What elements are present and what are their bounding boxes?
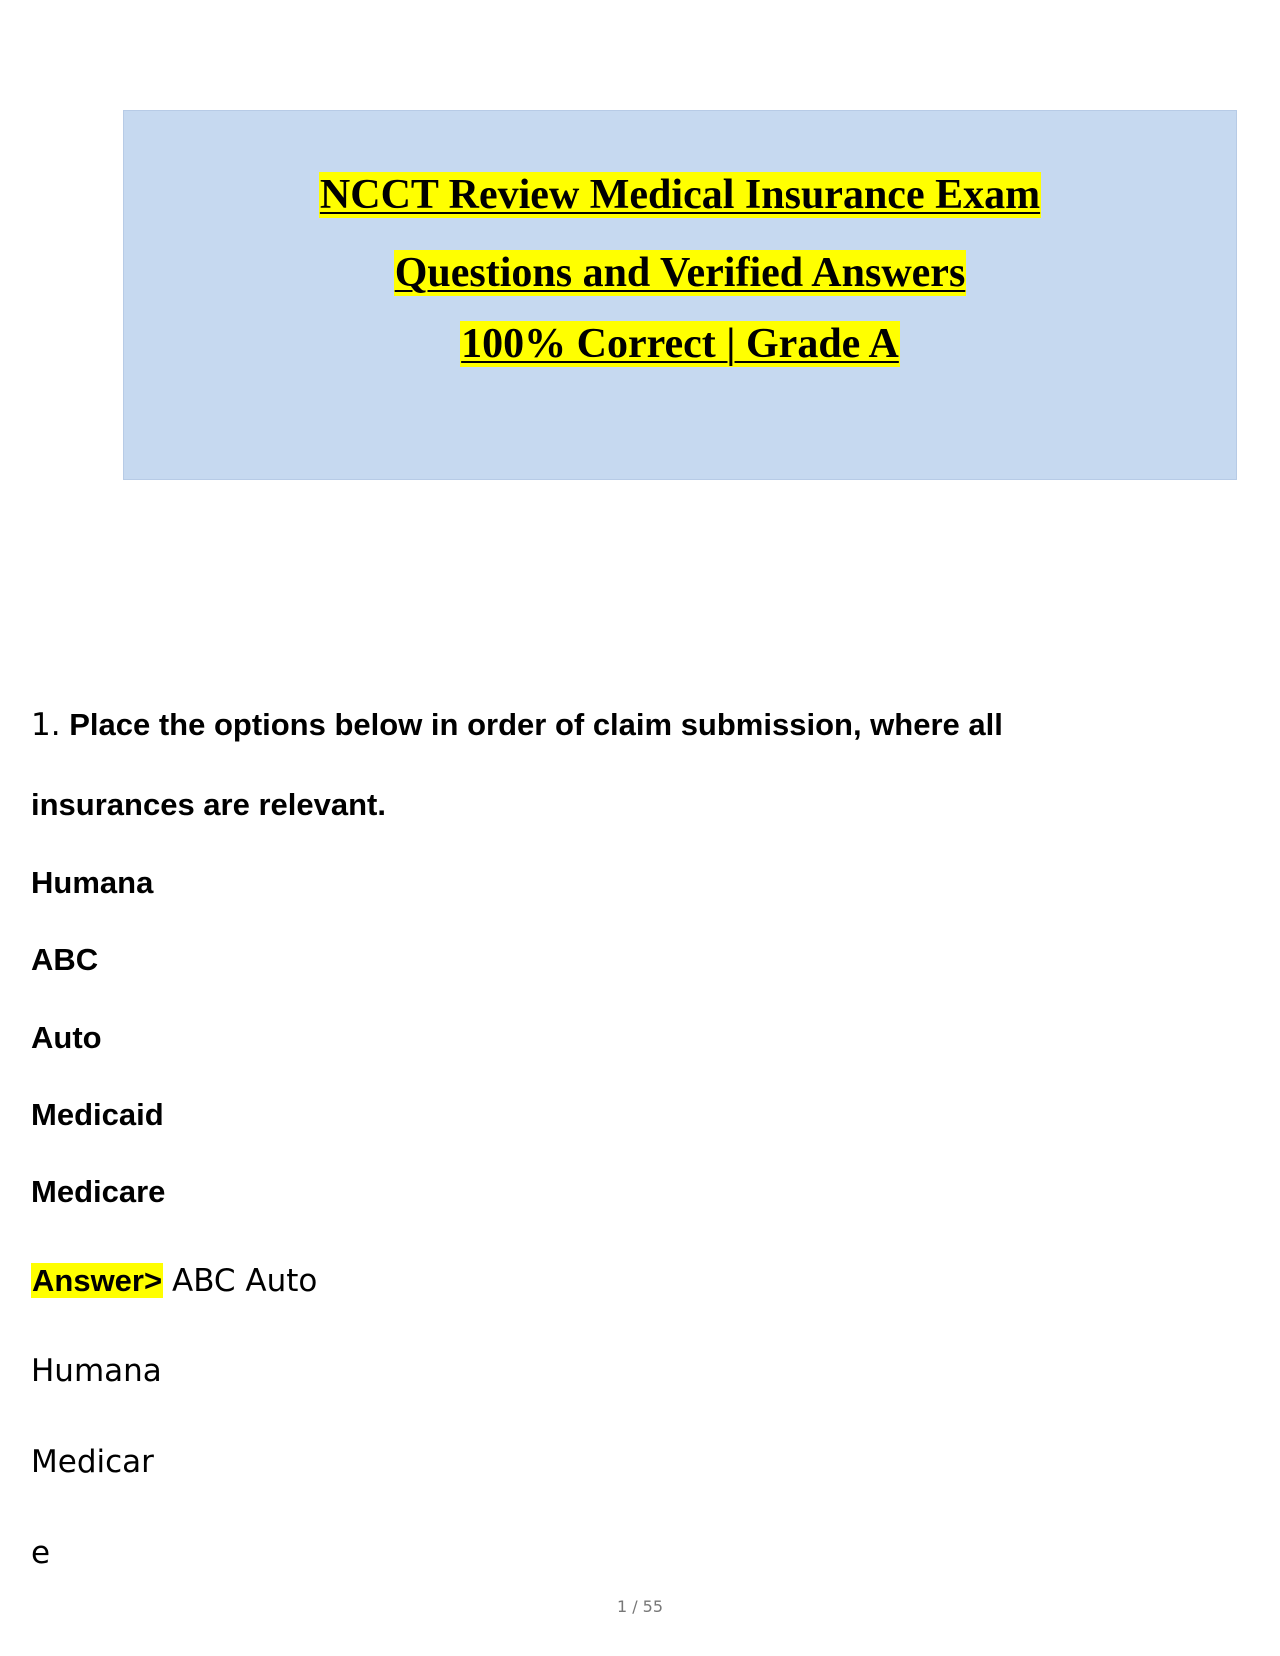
title-line-1: NCCT Review Medical Insurance Exam xyxy=(319,172,1041,218)
option-medicaid: Medicaid xyxy=(31,1097,164,1132)
answer-first-line: ABC Auto xyxy=(171,1263,318,1299)
question-line-1 xyxy=(31,707,1003,743)
question-text-2: insurances are relevant. xyxy=(31,787,386,822)
question-number: 1. xyxy=(31,707,61,743)
question-line-2 xyxy=(31,787,386,823)
option-abc: ABC xyxy=(31,942,99,977)
answer-line-e: e xyxy=(31,1535,51,1571)
title-line-2: Questions and Verified Answers xyxy=(394,250,966,296)
option-humana: Humana xyxy=(31,865,154,900)
answer-line-humana: Humana xyxy=(31,1353,162,1389)
title-box xyxy=(123,110,1237,480)
page-number: 1 / 55 xyxy=(616,1597,664,1616)
answer-label: Answer> xyxy=(32,1263,163,1298)
title-line-3: 100% Correct | Grade A xyxy=(461,321,899,367)
answer-line-medicar: Medicar xyxy=(31,1444,154,1480)
question-text-1: Place the options below in order of claim submission, where all xyxy=(69,707,1003,742)
option-auto: Auto xyxy=(31,1020,102,1055)
option-medicare: Medicare xyxy=(31,1174,166,1209)
answer-line xyxy=(31,1260,317,1301)
